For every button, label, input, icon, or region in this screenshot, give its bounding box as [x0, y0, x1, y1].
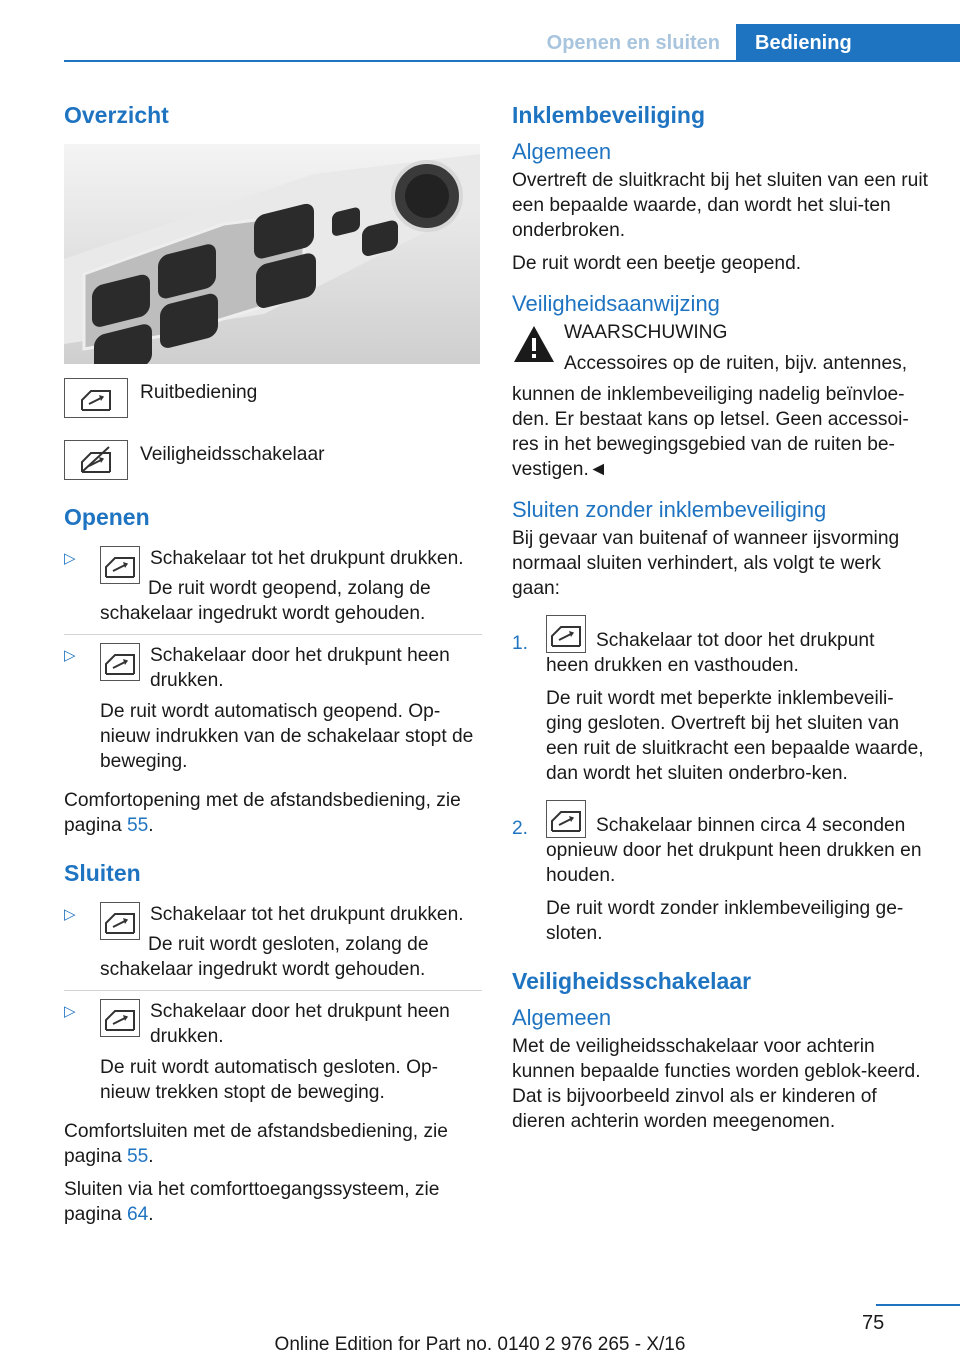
window-control-icon [100, 643, 140, 681]
step-line: Schakelaar tot het drukpunt drukken. [150, 904, 464, 925]
step-number: 2. [512, 818, 529, 839]
right-column [512, 100, 928, 1142]
heading-close-without-protection: Sluiten zonder inklembeveiliging [512, 497, 827, 522]
step-line: Schakelaar binnen circa 4 seconden [596, 815, 906, 836]
step-line: Schakelaar door het drukpunt heen drukken. [150, 645, 450, 691]
window-control-icon [546, 615, 586, 653]
triangle-bullet-icon: ▷ [64, 647, 76, 664]
heading-overview: Overzicht [64, 102, 169, 128]
heading-safety-note: Veiligheidsaanwijzing [512, 291, 720, 316]
heading-safety-switch: Veiligheidsschakelaar [512, 968, 752, 994]
triangle-bullet-icon: ▷ [64, 1003, 76, 1020]
step-number: 1. [512, 633, 529, 654]
left-column [64, 100, 482, 1235]
step-result: De ruit wordt geopend, zolang de schakelaar ingedrukt wordt gehouden. [100, 578, 431, 624]
close-without-steps [512, 615, 928, 946]
step-result: De ruit wordt zonder inklembeveiliging ge-sloten. [546, 898, 904, 944]
window-control-icon [64, 378, 128, 418]
step-result: De ruit wordt met beperkte inklembeveili-ging gesloten. Overtreft bij het sluiten van een ruit de sluitkracht een bepaalde waarde, dan wordt het sluiten onderbro-ken. [546, 688, 924, 784]
warning-line: Accessoires op de ruiten, bijv. antennes, [564, 353, 908, 374]
safety-switch-icon [64, 440, 128, 480]
list-item [64, 902, 482, 991]
warning-triangle-icon [512, 324, 556, 364]
window-control-icon [100, 999, 140, 1037]
step-line: Schakelaar tot door het drukpunt [596, 630, 875, 651]
legend-label: Veiligheidsschakelaar [140, 444, 325, 465]
list-item [64, 643, 482, 782]
page-link[interactable]: 55 [126, 1146, 149, 1167]
list-item [64, 999, 482, 1113]
heading-open: Openen [64, 504, 150, 530]
legend-window-control [64, 378, 482, 418]
window-control-icon [546, 800, 586, 838]
step-result: De ruit wordt gesloten, zolang de schakelaar ingedrukt wordt gehouden. [100, 934, 429, 980]
warning-title: WAARSCHUWING [564, 322, 728, 343]
heading-general: Algemeen [512, 139, 612, 164]
page-link[interactable]: 55 [126, 815, 149, 836]
window-switch-photo [64, 144, 480, 364]
list-item [64, 546, 482, 635]
heading-close: Sluiten [64, 860, 141, 886]
general-text: Overtreft de sluitkracht bij het sluiten van een ruit een bepaalde waarde, dan wordt het slui-ten onderbroken. [512, 170, 928, 241]
heading-general: Algemeen [512, 1005, 612, 1030]
warning-block [512, 320, 928, 376]
open-comfort-note: Comfortopening met de afstandsbediening, zie pagina 55. [64, 790, 461, 836]
door-panel-illustration [64, 144, 480, 364]
triangle-bullet-icon: ▷ [64, 550, 76, 567]
page-number: 75 [862, 1312, 885, 1334]
heading-pinch-protection: Inklembeveiliging [512, 102, 705, 128]
window-control-icon [100, 546, 140, 584]
general-text: De ruit wordt een beetje geopend. [512, 253, 802, 274]
header-chapter: Bediening [736, 24, 960, 62]
header-section: Openen en sluiten [546, 32, 720, 54]
step-line: opnieuw door het drukpunt heen drukken en houden. [546, 840, 922, 886]
step-line: Schakelaar tot het drukpunt drukken. [150, 548, 464, 569]
header-rule [64, 60, 960, 62]
triangle-bullet-icon: ▷ [64, 906, 76, 923]
footer-edition: Online Edition for Part no. 0140 2 976 265 - X/16 [274, 1334, 686, 1355]
close-comfort-note: Comfortsluiten met de afstandsbediening, zie pagina 55. [64, 1121, 448, 1167]
page-header [0, 0, 960, 62]
open-steps-list [64, 546, 482, 782]
window-control-icon [100, 902, 140, 940]
step-result: De ruit wordt automatisch gesloten. Op-nieuw trekken stopt de beweging. [100, 1057, 439, 1103]
step-line: heen drukken en vasthouden. [546, 655, 799, 676]
close-steps-list [64, 902, 482, 1113]
list-item [512, 800, 928, 946]
page-link[interactable]: 64 [126, 1204, 149, 1225]
legend-label: Ruitbediening [140, 382, 258, 403]
close-without-intro: Bij gevaar van buitenaf of wanneer ijsvorming normaal sluiten verhindert, als volgt te werk gaan: [512, 528, 900, 599]
step-result: De ruit wordt automatisch geopend. Op-nieuw indrukken van de schakelaar stopt de beweging. [100, 701, 474, 772]
footer-rule [876, 1304, 960, 1306]
list-item [512, 615, 928, 786]
legend-safety-switch [64, 440, 482, 480]
safety-switch-text: Met de veiligheidsschakelaar voor achterin kunnen bepaalde functies worden geblok-keerd. Dat is bijvoorbeeld zinvol als er kinderen of dieren achterin worden meegenomen. [512, 1036, 921, 1132]
step-line: Schakelaar door het drukpunt heen drukken. [150, 1001, 450, 1047]
warning-text: kunnen de inklembeveiliging nadelig beïnvloe-den. Er bestaat kans op letsel. Geen accessoi-res in het bewegingsgebied van de ruiten be-vestigen.◄ [512, 384, 909, 480]
close-access-note: Sluiten via het comforttoegangssysteem, zie pagina 64. [64, 1179, 440, 1225]
